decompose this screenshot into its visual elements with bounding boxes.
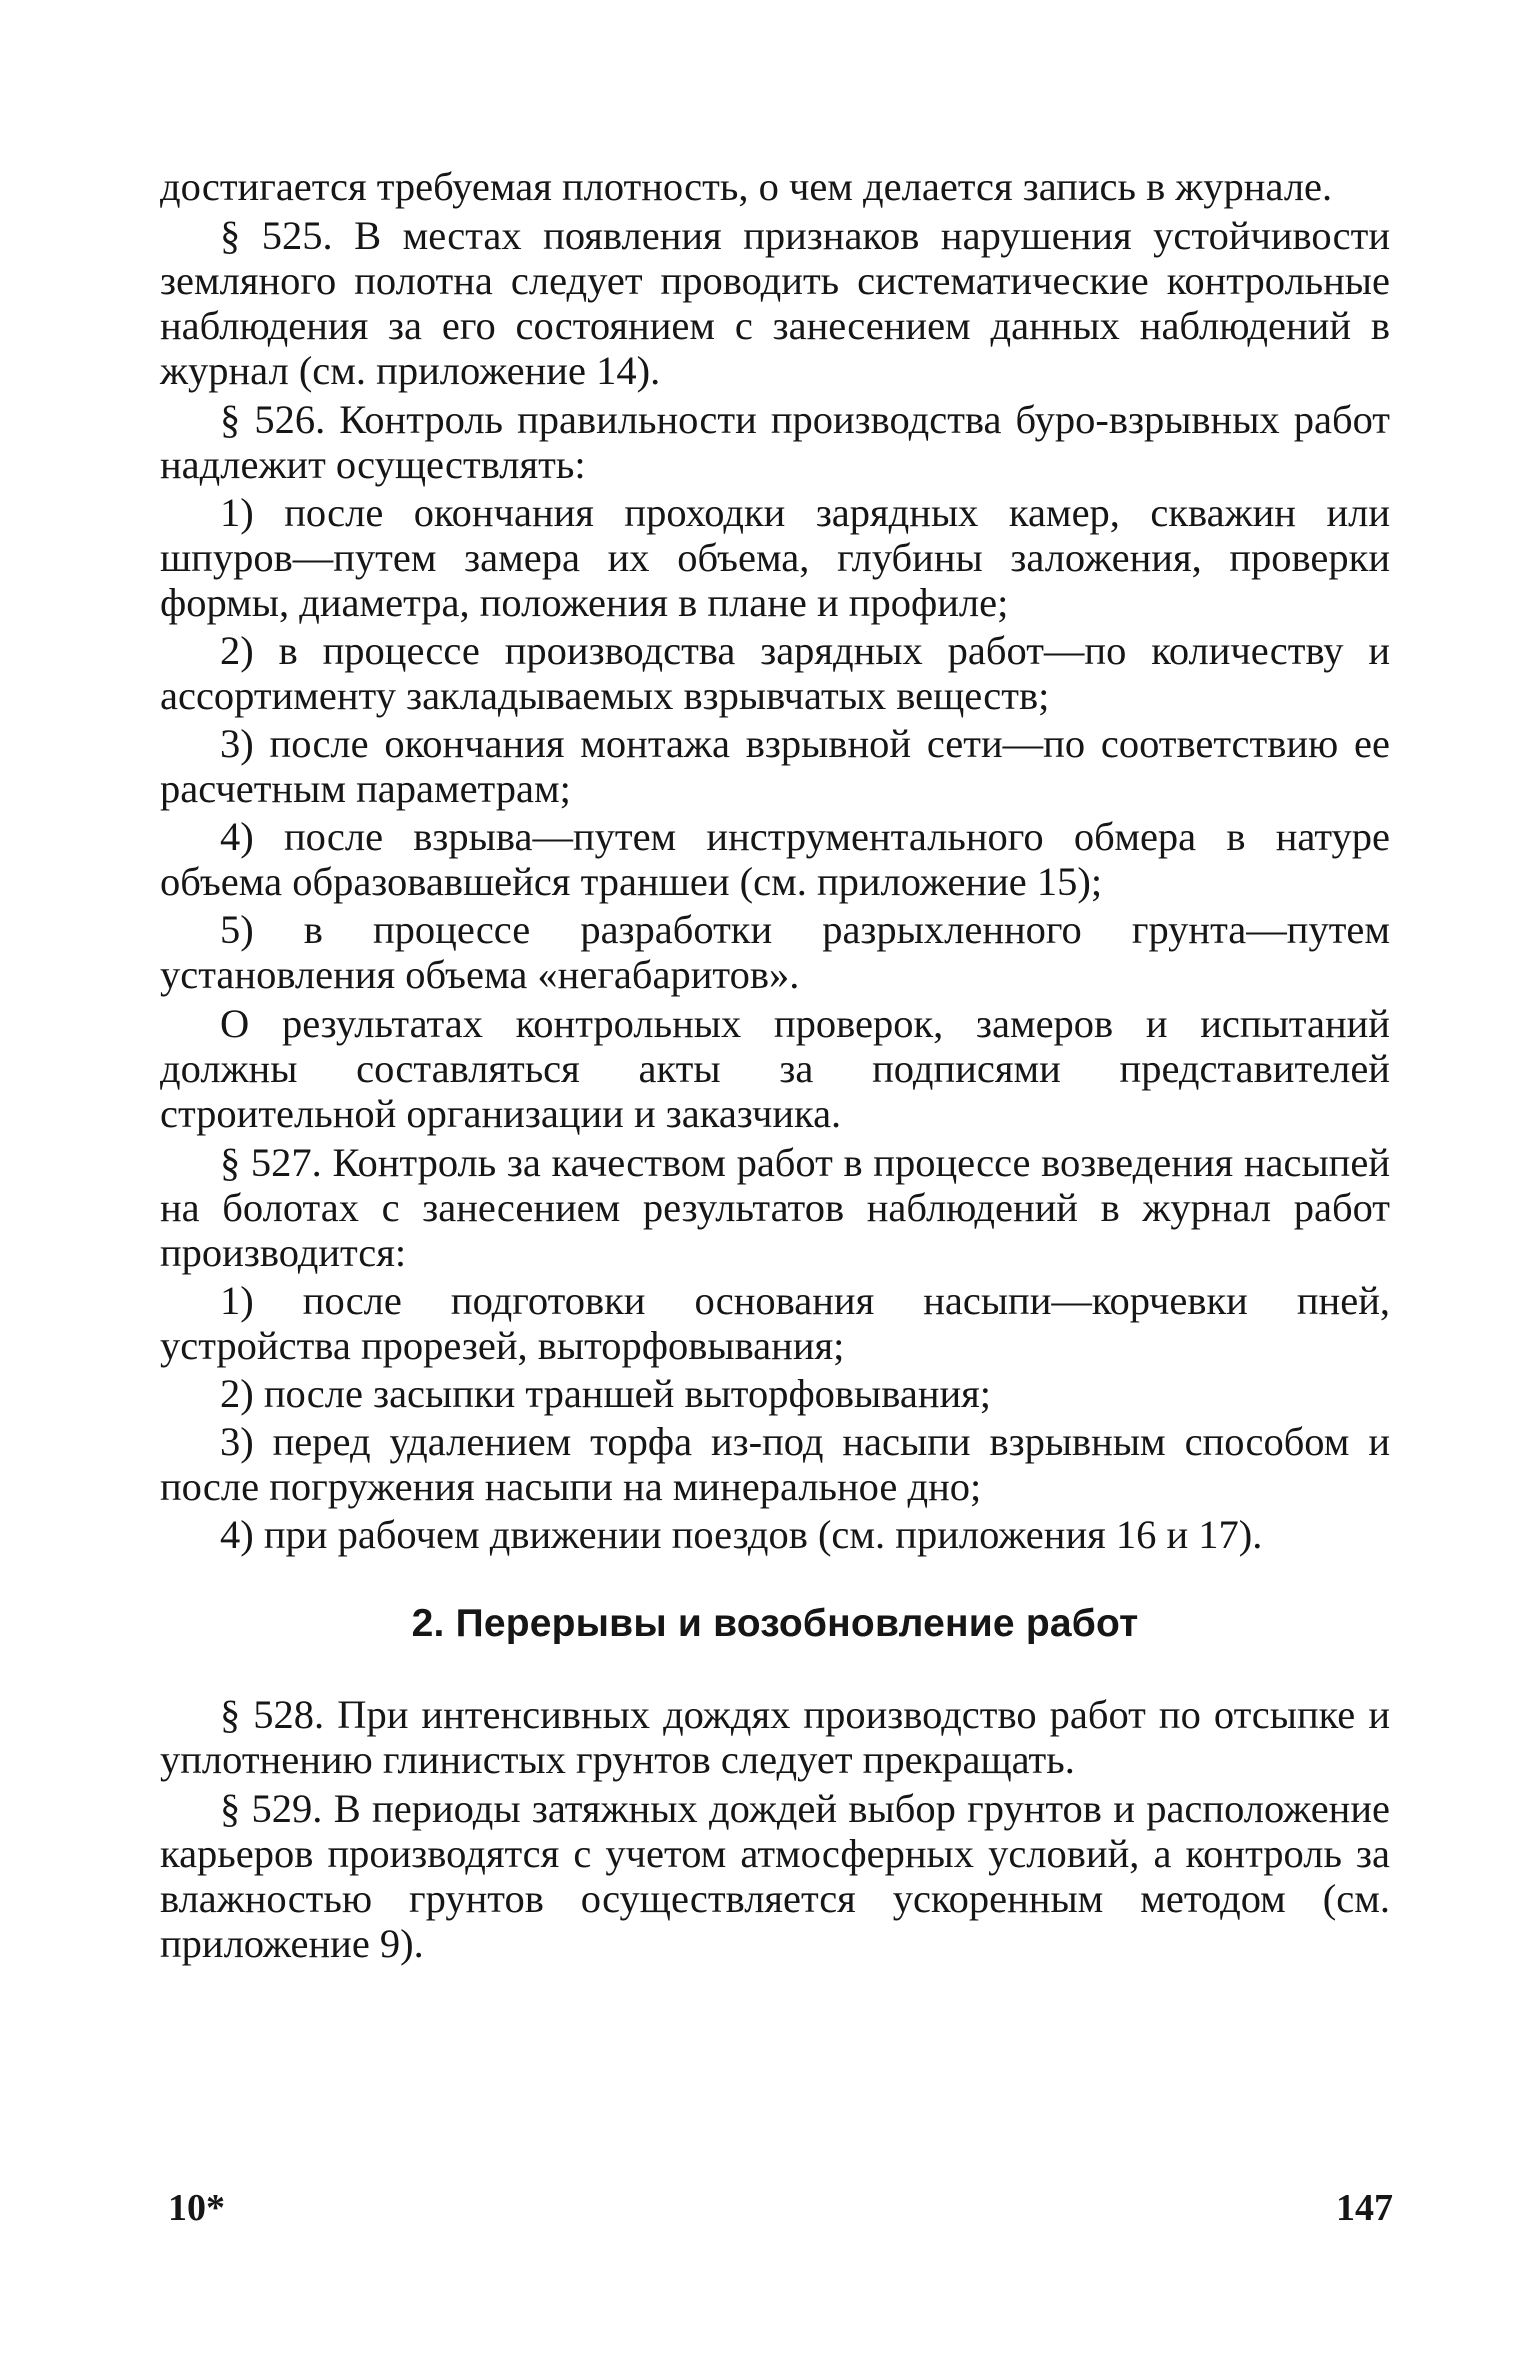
paragraph-528: § 528. При интенсивных дождях производство работ по отсыпке и уплотнению глинистых грунтов следует прекращать. xyxy=(160,1692,1390,1782)
paragraph-525: § 525. В местах появления признаков нарушения устойчивости земляного полотна следует проводить систематические контрольные наблюдения за его состоянием с занесением данных наблюдений в журнал (см. приложение 14). xyxy=(160,213,1390,393)
paragraph-continuation: достигается требуемая плотность, о чем делается запись в журнале. xyxy=(160,164,1333,209)
list-item-526-2: 2) в процессе производства зарядных работ—по количеству и ассортименту закладываемых взрывчатых веществ; xyxy=(160,628,1390,718)
body-text xyxy=(160,164,1390,1966)
list-item-527-1: 1) после подготовки основания насыпи—корчевки пней, устройства прорезей, выторфовывания; xyxy=(160,1278,1390,1368)
list-item-526-3: 3) после окончания монтажа взрывной сети—по соответствию ее расчетным параметрам; xyxy=(160,721,1390,811)
list-item-527-4: 4) при рабочем движении поездов (см. приложения 16 и 17). xyxy=(220,1512,1263,1557)
list-item-527-3: 3) перед удалением торфа из-под насыпи взрывным способом и после погружения насыпи на минеральное дно; xyxy=(160,1419,1390,1509)
list-item-526-5: 5) в процессе разработки разрыхленного грунта—путем установления объема «негабаритов». xyxy=(160,907,1390,997)
paragraph-529: § 529. В периоды затяжных дождей выбор грунтов и расположение карьеров производятся с учетом атмосферных условий, а контроль за влажностью грунтов осуществляется ускоренным методом (см. приложение 9). xyxy=(160,1786,1390,1966)
list-item-526-1: 1) после окончания проходки зарядных камер, скважин или шпуров—путем замера их объема, глубины заложения, проверки формы, диаметра, положения в плане и профиле; xyxy=(160,490,1390,625)
paragraph-results: О результатах контрольных проверок, замеров и испытаний должны составляться акты за подписями представителей строительной организации и заказчика. xyxy=(160,1001,1390,1136)
list-item-527-2: 2) после засыпки траншей выторфовывания; xyxy=(220,1371,992,1416)
page-number: 147 xyxy=(1336,2187,1393,2229)
paragraph-526: § 526. Контроль правильности производства буро-взрывных работ надлежит осуществлять: xyxy=(160,397,1390,487)
list-item-526-4: 4) после взрыва—путем инструментального обмера в натуре объема образовавшейся траншеи (см. приложение 15); xyxy=(160,814,1390,904)
paragraph-527: § 527. Контроль за качеством работ в процессе возведения насыпей на болотах с занесением результатов наблюдений в журнал работ производится: xyxy=(160,1140,1390,1275)
signature-mark: 10* xyxy=(168,2187,225,2229)
section-heading: 2. Перерывы и возобновление работ xyxy=(411,1602,1139,1645)
